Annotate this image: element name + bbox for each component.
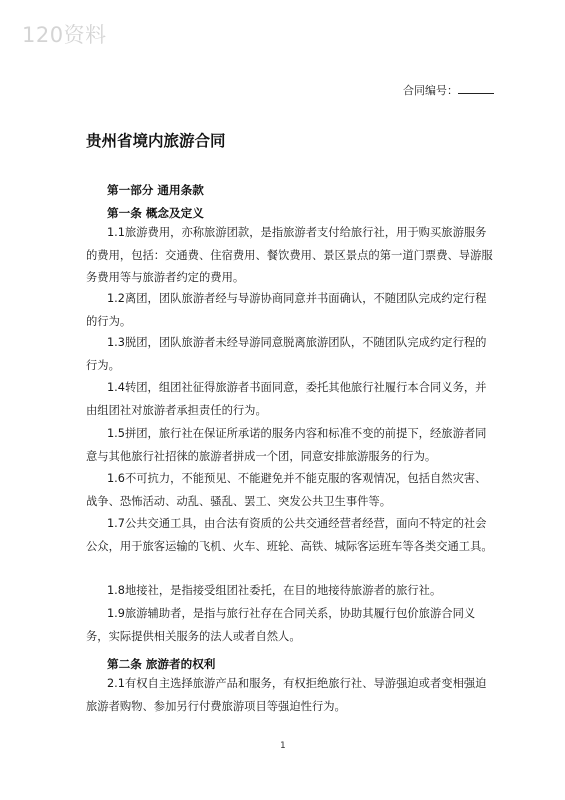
paragraph-text: 1.8地接社，是指接受组团社委托，在目的地接待旅游者的旅行社。 <box>107 584 442 597</box>
page-number: 1 <box>280 741 286 751</box>
paragraph-1-7 <box>86 513 494 558</box>
paragraph-1-5 <box>86 423 494 468</box>
document-title: 贵州省境内旅游合同 <box>86 132 226 150</box>
paragraph-text: 1.4转团，组团社征得旅游者书面同意，委托其他旅行社履行本合同义务，并由组团社对旅游者承担责任的行为。 <box>86 381 487 417</box>
paragraph-text: 1.2离团，团队旅游者经与导游协商同意并书面确认，不随团队完成约定行程的行为。 <box>86 292 487 328</box>
paragraph-text: 1.5拼团，旅行社在保证所承诺的服务内容和标准不变的前提下，经旅游者同意与其他旅行社招徕的旅游者拼成一个团，同意安排旅游服务的行为。 <box>86 427 487 463</box>
paragraph-text: 1.9旅游辅助者，是指与旅行社存在合同关系，协助其履行包价旅游合同义务，实际提供相关服务的法人或者自然人。 <box>86 607 476 643</box>
paragraph-1-6 <box>86 468 494 513</box>
article1-heading: 第一条 概念及定义 <box>107 206 204 220</box>
paragraph-2-1 <box>86 673 494 718</box>
paragraph-1-4 <box>86 377 494 422</box>
watermark: 120资料 <box>22 23 107 47</box>
paragraph-1-1 <box>86 222 494 290</box>
contract-number-label: 合同编号： <box>403 84 458 97</box>
paragraph-text: 1.1旅游费用，亦称旅游团款，是指旅游者支付给旅行社，用于购买旅游服务的费用，包括：交通费、住宿费用、餐饮费用、景区景点的第一道门票费、导游服务费用等与旅游者约定的费用。 <box>86 226 493 284</box>
contract-number-blank <box>458 83 494 94</box>
article2-heading: 第二条 旅游者的权利 <box>107 657 216 671</box>
paragraph-text: 1.7公共交通工具，由合法有资质的公共交通经营者经营，面向不特定的社会公众，用于旅客运输的飞机、火车、班轮、高铁、城际客运班车等各类交通工具。 <box>86 517 493 553</box>
part1-heading: 第一部分 通用条款 <box>107 183 204 197</box>
contract-number-field <box>403 82 494 98</box>
paragraph-1-9 <box>86 603 494 648</box>
paragraph-1-2 <box>86 288 494 333</box>
paragraph-text: 1.6不可抗力，不能预见、不能避免并不能克服的客观情况，包括自然灾害、战争、恐怖活动、动乱、骚乱、罢工、突发公共卫生事件等。 <box>86 472 487 508</box>
paragraph-text: 2.1有权自主选择旅游产品和服务，有权拒绝旅行社、导游强迫或者变相强迫旅游者购物、参加另行付费旅游项目等强迫性行为。 <box>86 677 487 713</box>
paragraph-1-3 <box>86 332 494 377</box>
paragraph-text: 1.3脱团，团队旅游者未经导游同意脱离旅游团队，不随团队完成约定行程的行为。 <box>86 336 487 372</box>
paragraph-1-8 <box>86 580 494 603</box>
